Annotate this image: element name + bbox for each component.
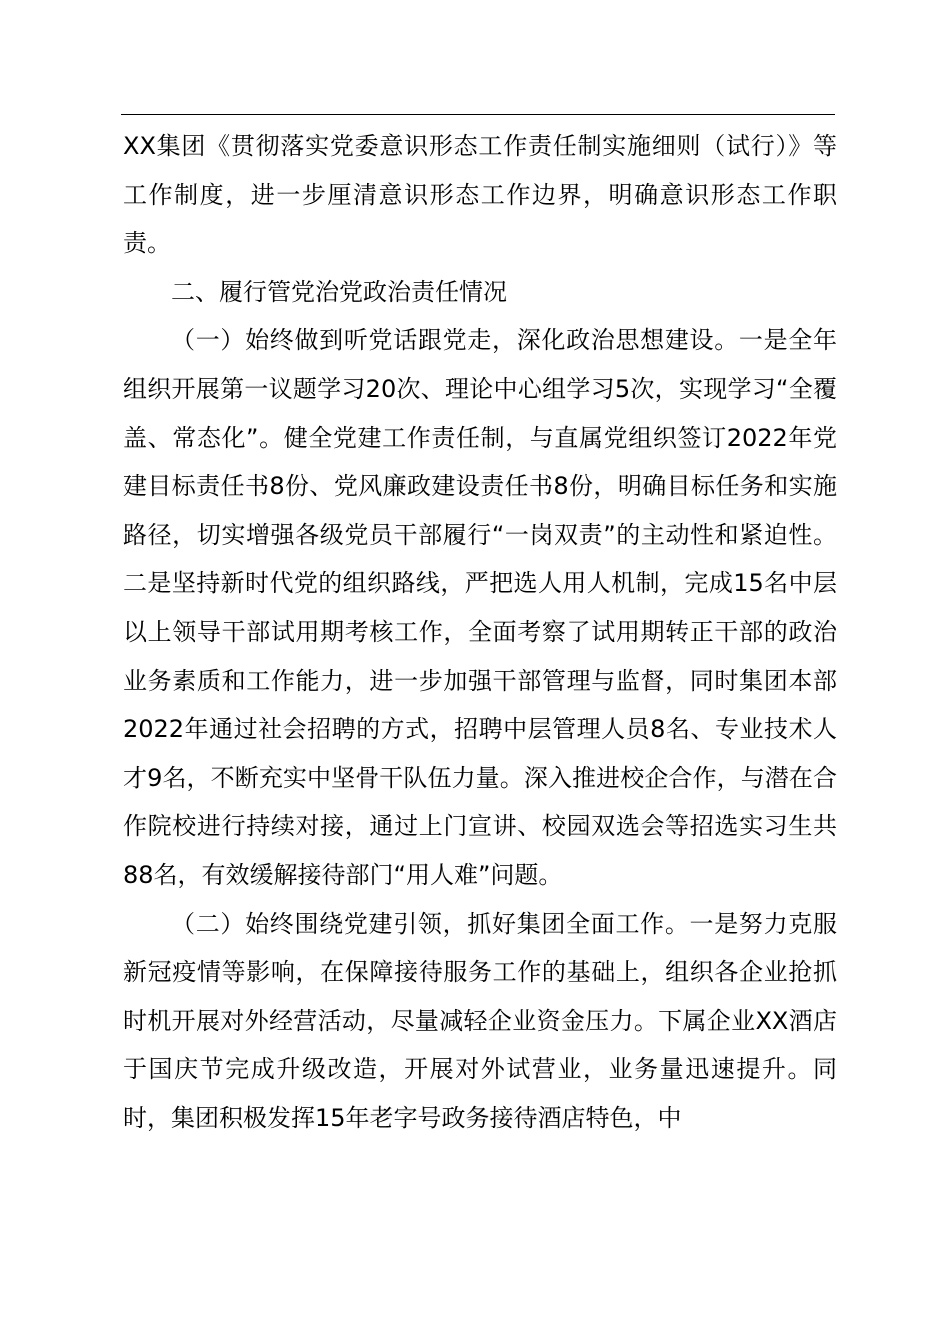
paragraph-continuation: XX集团《贯彻落实党委意识形态工作责任制实施细则（试行）》等工作制度，进一步厘清意识形态工作边界，明确意识形态工作职责。 — [123, 132, 837, 258]
document-body — [123, 122, 837, 1142]
paragraph-political-building: （一）始终做到听党话跟党走，深化政治思想建设。一是全年组织开展第一议题学习20次、理论中心组学习5次，实现学习“全覆盖、常态化”。健全党建工作责任制，与直属党组织签订2022年党建目标责任书8份、党风廉政建设责任书8份，明确目标任务和实施路径，切实增强各级党员干部履行“一岗双责”的主动性和紧迫性。二是坚持新时代党的组织路线，严把选人用人机制，完成15名中层以上领导干部试用期考核工作，全面考察了试用期转正干部的政治业务素质和工作能力，进一步加强干部管理与监督，同时集团本部2022年通过社会招聘的方式，招聘中层管理人员8名、专业技术人才9名，不断充实中坚骨干队伍力量。深入推进校企合作，与潜在合作院校进行持续对接，通过上门宣讲、校园双选会等招选实习生共88名，有效缓解接待部门“用人难”问题。 — [123, 326, 837, 889]
header-rule — [121, 114, 835, 115]
section-heading: 二、履行管党治党政治责任情况 — [171, 277, 507, 306]
paragraph-party-leadership: （二）始终围绕党建引领，抓好集团全面工作。一是努力克服新冠疫情等影响，在保障接待服务工作的基础上，组织各企业抢抓时机开展对外经营活动，尽量减轻企业资金压力。下属企业XX酒店于国庆节完成升级改造，开展对外试营业，业务量迅速提升。同时，集团积极发挥15年老字号政务接待酒店特色，中 — [123, 909, 837, 1132]
